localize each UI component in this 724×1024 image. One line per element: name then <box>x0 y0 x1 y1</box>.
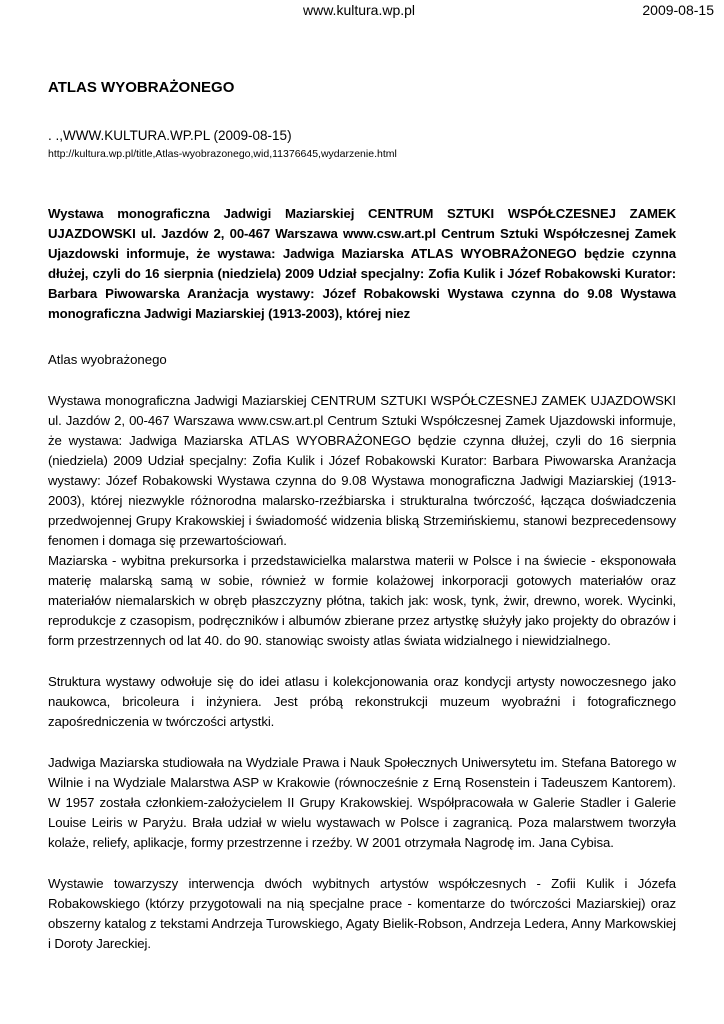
article-paragraph-2: Maziarska - wybitna prekursorka i przedstawicielka malarstwa materii w Polsce i na świecie - eksponowała materię malarską samą w sobie, również w formie kolażowej inkorporacji gotowych materiałów oraz materiałów niemalarskich w obręb płaszczyzny płótna, takich jak: wosk, tynk, żwir, drewno, worek. Wycinki, reprodukcje z czasopism, podręczników i albumów zbierane przez artystkę służyły jako projekty do obrazów i form przestrzennych od lat 40. do 90. stanowiąc swoisty atlas świata widzialnego i niewidzialnego. <box>48 553 676 648</box>
article-url: http://kultura.wp.pl/title,Atlas-wyobrazonego,wid,11376645,wydarzenie.html <box>48 148 397 160</box>
article-paragraph-5: Wystawie towarzyszy interwencja dwóch wybitnych artystów współczesnych - Zofii Kulik i Józefa Robakowskiego (którzy przygotowali na nią specjalne prace - komentarze do twórczości Maziarskiej) oraz obszerny katalog z tekstami Andrzeja Turowskiego, Agaty Bielik-Robson, Andrzeja Ledera, Anny Markowskiej i Doroty Jareckiej. <box>48 876 676 951</box>
article-title: ATLAS WYOBRAŻONEGO <box>48 79 235 96</box>
article-subtitle: Atlas wyobrażonego <box>48 352 167 367</box>
article-lead: Wystawa monograficzna Jadwigi Maziarskiej CENTRUM SZTUKI WSPÓŁCZESNEJ ZAMEK UJAZDOWSKI ul. Jazdów 2, 00-467 Warszawa www.csw.art.pl Centrum Sztuki Współczesnej Zamek Ujazdowski informuje, że wystawa: Jadwiga Maziarska ATLAS WYOBRAŻONEGO będzie czynna dłużej, czyli do 16 sierpnia (niedziela) 2009 Udział specjalny: Zofia Kulik i Józef Robakowski Kurator: Barbara Piwowarska Aranżacja wystawy: Józef Robakowski Wystawa czynna do 9.08 Wystawa monograficzna Jadwigi Maziarskiej (1913-2003), której niez <box>48 206 676 321</box>
article-paragraph-1: Wystawa monograficzna Jadwigi Maziarskiej CENTRUM SZTUKI WSPÓŁCZESNEJ ZAMEK UJAZDOWSKI ul. Jazdów 2, 00-467 Warszawa www.csw.art.pl Centrum Sztuki Współczesnej Zamek Ujazdowski informuje, że wystawa: Jadwiga Maziarska ATLAS WYOBRAŻONEGO będzie czynna dłużej, czyli do 16 sierpnia (niedziela) 2009 Udział specjalny: Zofia Kulik i Józef Robakowski Kurator: Barbara Piwowarska Aranżacja wystawy: Józef Robakowski Wystawa czynna do 9.08 Wystawa monograficzna Jadwigi Maziarskiej (1913-2003), której niezwykle różnorodna malarsko-rzeźbiarska i strukturalna twórczość, łącząca doświadczenia przedwojennej Grupy Krakowskiej i świadomość widzenia bliską Strzemińskiemu, stanowi bezprecedensowy fenomen i domaga się przewartościowań. <box>48 393 676 548</box>
page-header <box>0 0 724 20</box>
article-paragraph-3: Struktura wystawy odwołuje się do idei atlasu i kolekcjonowania oraz kondycji artysty nowoczesnego jako naukowca, bricoleura i inżyniera. Jest próbą rekonstrukcji muzeum wyobraźni i fotograficznego zapośredniczenia w twórczości artystki. <box>48 674 676 729</box>
article-source: . .,WWW.KULTURA.WP.PL (2009-08-15) <box>48 128 292 143</box>
article <box>48 78 676 954</box>
article-paragraph-4: Jadwiga Maziarska studiowała na Wydziale Prawa i Nauk Społecznych Uniwersytetu im. Stefana Batorego w Wilnie i na Wydziale Malarstwa ASP w Krakowie (równocześnie z Erną Rosenstein i Tadeuszem Kantorem). W 1957 została członkiem-założycielem II Grupy Krakowskiej. Współpracowała w Galerie Stadler i Galerie Louise Leiris w Paryżu. Brała udział w wielu wystawach w Polsce i zagranicą. Poza malarstwem tworzyła kolaże, reliefy, aplikacje, formy przestrzenne i rzeźby. W 2001 otrzymała Nagrodę im. Jana Cybisa. <box>48 755 676 850</box>
header-site: www.kultura.wp.pl <box>303 2 416 18</box>
header-date: 2009-08-15 <box>642 2 714 18</box>
